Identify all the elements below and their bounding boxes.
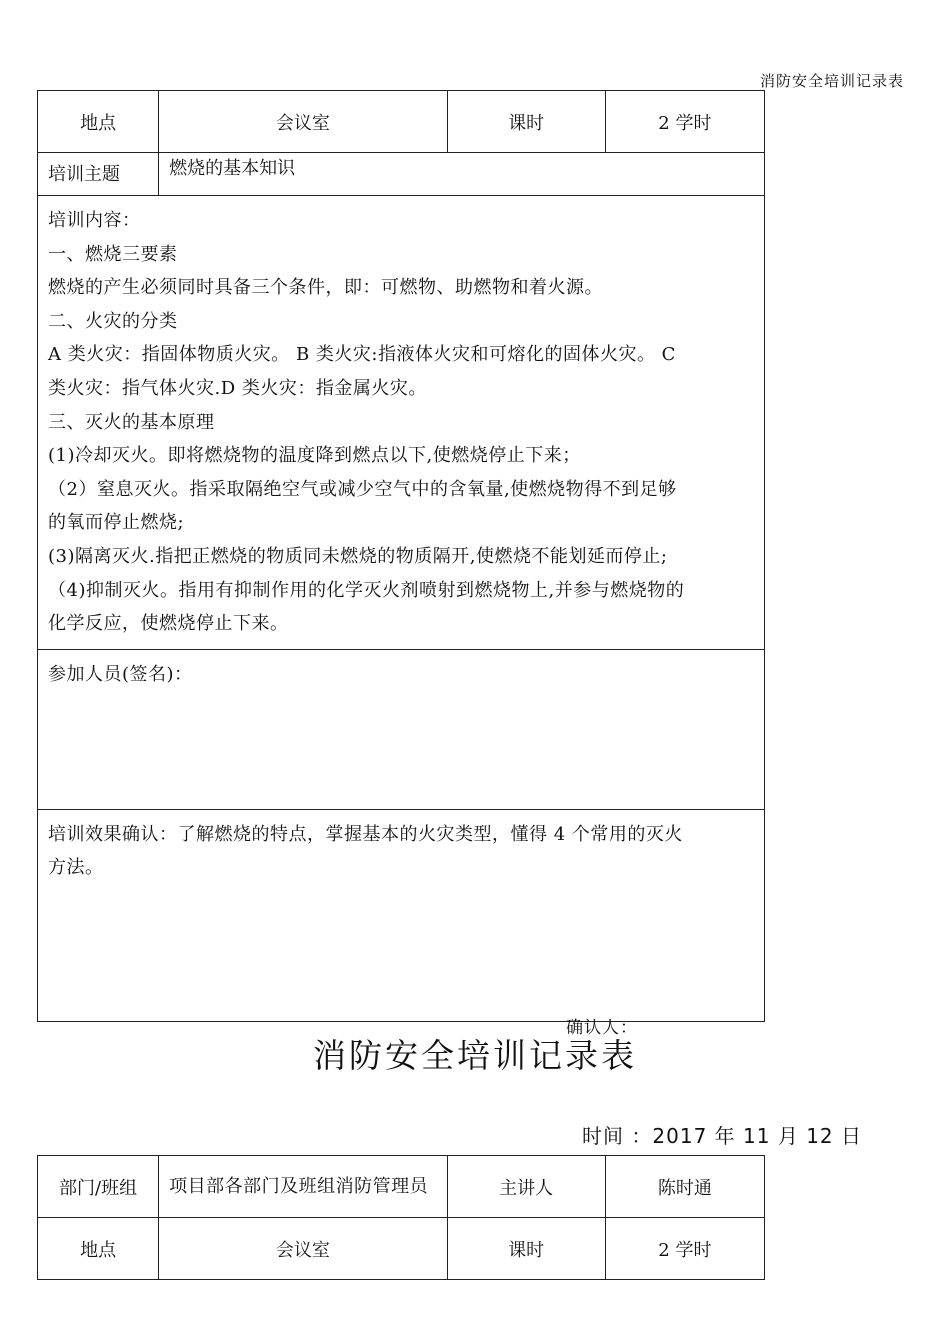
date-month-unit: 月: [777, 1124, 799, 1148]
document-title: 消防安全培训记录表: [313, 1036, 637, 1075]
dept-label: 部门/班组: [38, 1156, 159, 1218]
location-label: 地点: [38, 1218, 159, 1280]
content-line: 一、燃烧三要素: [48, 243, 178, 265]
content-line: 二、火灾的分类: [48, 310, 178, 332]
content-line: （2）窒息灭火。指采取隔绝空气或减少空气中的含氧量,使燃烧物得不到足够: [48, 478, 677, 500]
location-label: 地点: [38, 91, 159, 153]
date-line: [582, 1120, 862, 1149]
date-day: 12: [806, 1124, 834, 1148]
content-line: 化学反应，使燃烧停止下来。: [48, 613, 289, 635]
training-record-table-1: [37, 90, 765, 1022]
content-line: (1)冷却灭火。即将燃烧物的温度降到燃点以下,使燃烧停止下来；: [48, 445, 581, 467]
topic-label: 培训主题: [38, 153, 159, 196]
topic-value: 燃烧的基本知识: [159, 153, 765, 196]
date-prefix: 时间 ：: [582, 1124, 653, 1148]
effect-line: 方法。: [48, 857, 104, 879]
hours-label: 课时: [447, 91, 605, 153]
speaker-label: 主讲人: [447, 1156, 605, 1218]
hours-value: 2 学时: [605, 1218, 764, 1280]
date-month: 11: [743, 1124, 771, 1148]
training-effect-confirmation: [38, 809, 765, 1021]
page-header-title: 消防安全培训记录表: [759, 72, 904, 90]
confirmer-label: 确认人：: [566, 1018, 638, 1038]
content-line: 燃烧的产生必须同时具备三个条件，即：可燃物、助燃物和着火源。: [48, 277, 603, 299]
content-line: （4)抑制灭火。指用有抑制作用的化学灭火剂喷射到燃烧物上,并参与燃烧物的: [48, 579, 685, 601]
participants-signature-area: [38, 649, 765, 809]
date-year-unit: 年: [714, 1124, 736, 1148]
content-line: 的氧而停止燃烧;: [48, 512, 185, 534]
content-line: 培训内容：: [48, 210, 141, 231]
hours-value: 2 学时: [605, 91, 764, 153]
date-day-unit: 日: [841, 1124, 862, 1148]
location-value: 会议室: [159, 91, 447, 153]
content-line: 三、灭火的基本原理: [48, 411, 215, 433]
content-line: (3)隔离灭火.指把正燃烧的物质同未燃烧的物质隔开,使燃烧不能划延而停止;: [48, 545, 668, 567]
training-record-table-2: [37, 1155, 765, 1280]
location-value: 会议室: [159, 1218, 447, 1280]
content-line: A 类火灾：指固体物质火灾。 B 类火灾:指液体火灾和可熔化的固体火灾。 C: [48, 344, 676, 366]
content-line: 类火灾：指气体火灾.D 类火灾：指金属火灾。: [48, 377, 427, 399]
participants-label: 参加人员(签名)：: [48, 663, 193, 685]
effect-line: 培训效果确认：了解燃烧的特点，掌握基本的火灾类型，懂得 4 个常用的灭火: [48, 823, 683, 845]
speaker-value: 陈时通: [605, 1156, 764, 1218]
dept-value: 项目部各部门及班组消防管理员: [159, 1156, 447, 1218]
hours-label: 课时: [447, 1218, 605, 1280]
training-content: [38, 196, 765, 650]
date-year: 2017: [652, 1124, 708, 1148]
